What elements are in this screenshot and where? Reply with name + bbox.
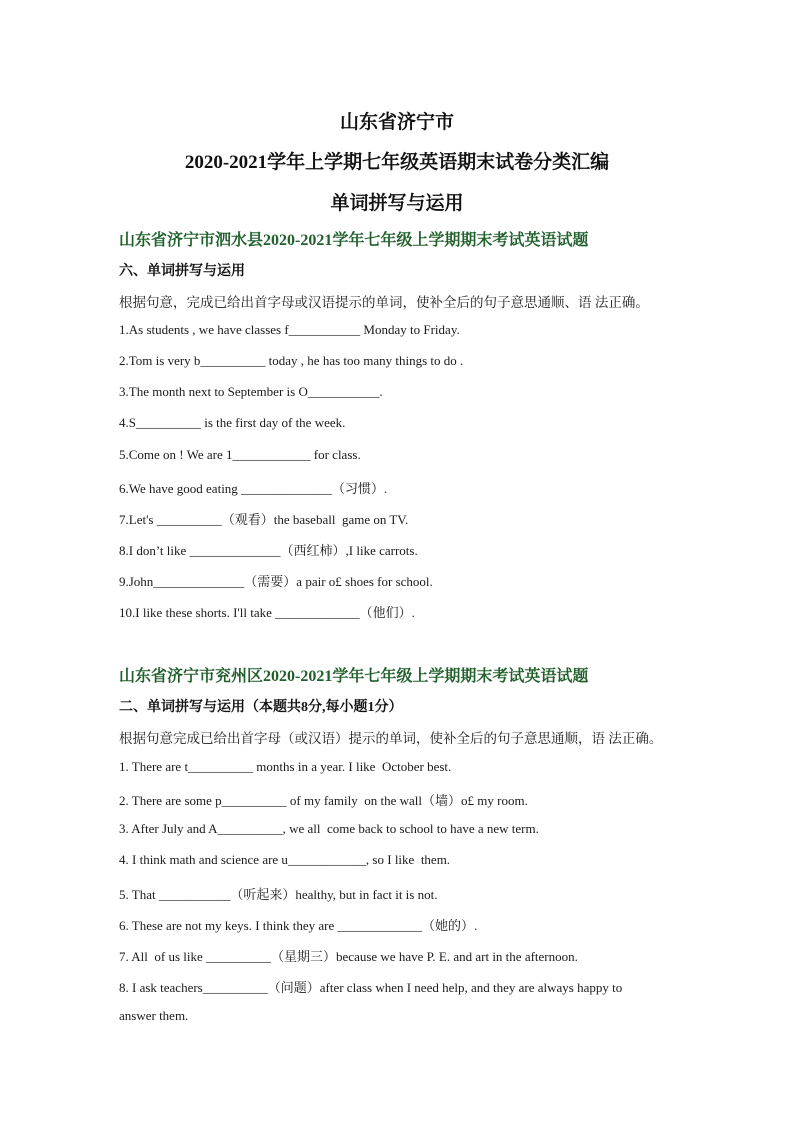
section1-question: 7.Let's __________（观看）the baseball game on TV. <box>119 512 409 527</box>
section2-question: 6. These are not my keys. I think they are _____________（她的）. <box>119 918 478 933</box>
document-title-topic: 单词拼写与运用 <box>330 193 464 214</box>
section2-question: 5. That ___________（听起来）healthy, but in fact it is not. <box>119 887 438 902</box>
section2-heading: 山东省济宁市兖州区2020-2021学年七年级上学期期末考试英语试题 <box>119 668 589 685</box>
section2-question-continuation: answer them. <box>119 1008 189 1023</box>
section1-question: 10.I like these shorts. I'll take _____________（他们）. <box>119 605 415 620</box>
section2-question: 7. All of us like __________（星期三）because we have P. E. and art in the afternoon. <box>119 949 578 964</box>
section1-question: 2.Tom is very b__________ today , he has too many things to do . <box>119 353 464 368</box>
section2-question: 2. There are some p__________ of my family on the wall（墙）o£ my room. <box>119 793 528 808</box>
section1-subheading: 六、单词拼写与运用 <box>119 264 245 279</box>
section1-question: 1.As students , we have classes f___________ Monday to Friday. <box>119 322 460 337</box>
section1-heading: 山东省济宁市泗水县2020-2021学年七年级上学期期末考试英语试题 <box>119 232 589 249</box>
section1-question: 6.We have good eating ______________（习惯）. <box>119 481 388 496</box>
section2-question: 4. I think math and science are u____________, so I like them. <box>119 852 451 867</box>
section2-question: 1. There are t__________ months in a year. I like October best. <box>119 759 452 774</box>
section1-question: 8.I don’t like ______________（西红柿）,I like carrots. <box>119 543 418 558</box>
section1-question: 3.The month next to September is O___________. <box>119 384 383 399</box>
section1-question: 4.S__________ is the first day of the week. <box>119 415 346 430</box>
section2-instruction: 根据句意完成已给出首字母（或汉语）提示的单词，使补全后的句子意思通顺，语 法正确。 <box>119 731 663 746</box>
section2-question: 8. I ask teachers__________（问题）after class when I need help, and they are always happy to <box>119 980 623 995</box>
section1-instruction: 根据句意，完成已给出首字母或汉语提示的单词，使补全后的句子意思通顺、语 法正确。 <box>119 295 649 310</box>
section2-question: 3. After July and A__________, we all come back to school to have a new term. <box>119 821 539 836</box>
section2-subheading: 二、单词拼写与运用（本题共8分,每小题1分） <box>119 700 403 715</box>
document-title-series: 2020-2021学年上学期七年级英语期末试卷分类汇编 <box>184 152 610 173</box>
section1-question: 9.John______________（需要）a pair o£ shoes for school. <box>119 574 433 589</box>
document-title-region: 山东省济宁市 <box>339 112 454 133</box>
section1-question: 5.Come on ! We are 1____________ for class. <box>119 447 361 462</box>
